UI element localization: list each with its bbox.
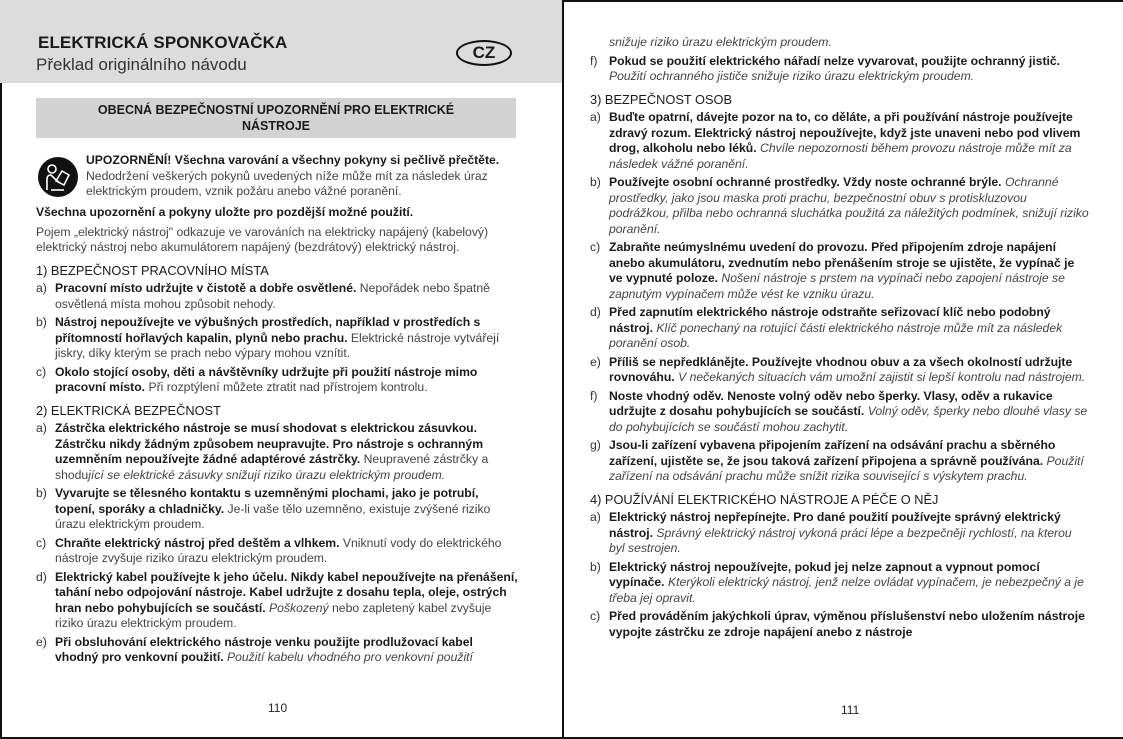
left-page-content — [36, 153, 518, 666]
right-page-content — [590, 35, 1090, 640]
right-page — [562, 0, 1123, 739]
power-tool-definition: Pojem „elektrický nástroj" odkazuje ve varováních na elektricky napájený (kabelový) elektrický nástroj nebo akumulátorem napájený (bezdrátový) elektrický nástroj. — [36, 224, 489, 254]
list-item: g) Jsou-li zařízení vybavena připojením zařízení na odsávání prachu a sběrného zařízení, ujistěte se, že jsou taková zařízení připojena a správně používána. Použití zařízení na odsávání prachu může snížit rizika související s výskytem prachu. — [590, 438, 1084, 483]
list-item: c) Zabraňte neúmyslnému uvedení do provozu. Před připojením zdroje napájení anebo akumulátoru, zvednutím nebo přenášením stroje se ujistěte, že vypínač je ve vypnuté poloze. Nošení nástroje s prstem na vypínači nebo zapojení nástroje se zapnutým vypínačem může vést ke vzniku úrazu. — [590, 240, 1075, 301]
warning-text: Nedodržení veškerých pokynů uvedených níže může mít za následek úraz elektrickým proudem, vznik požáru anebo vážné poranění. — [86, 168, 488, 198]
list-item: b) Vyvarujte se tělesného kontaktu s uzemněnými plochami, jako je potrubí, topení, sporáky a chladničky. Je-li vaše tělo uzemněno, existuje zvýšené riziko úrazu elektrickým proudem. — [36, 486, 491, 531]
warning-bold: UPOZORNĚNÍ! Všechna varování a všechny pokyny si pečlivě přečtěte. — [86, 153, 500, 167]
list-item: b) Nástroj nepoužívejte ve výbušných prostředích, například v prostředích s přítomností hořlavých kapalin, plynů nebo prachu. Elektrické nástroje vytvářejí jiskry, díky kterým se prach nebo výpary mohou vznítit. — [36, 315, 500, 360]
list-item: d) Před zapnutím elektrického nástroje odstraňte seřizovací klíč nebo podobný nástroj. Klíč ponechaný na rotující části elektrického nástroje může mít za následek poranění osob. — [590, 305, 1063, 350]
list-item: b) Používejte osobní ochranné prostředky. Vždy noste ochranné brýle. Ochranné prostředky, jako jsou maska proti prachu, bezpečnostní obuv s protiskluzovou podrážkou, přilba nebo ochranná sluchátka použitá za náležitých podmínek, snižují riziko poranění. — [590, 175, 1089, 236]
list-item: c) Před prováděním jakýchkoli úprav, výměnou příslušenství nebo uložením nástroje vypojte zástrčku ze zdroje napájení anebo z nástroje — [590, 609, 1085, 639]
document-title: ELEKTRICKÁ SPONKOVAČKA — [38, 33, 288, 52]
language-badge: CZ — [456, 40, 512, 66]
read-manual-icon — [38, 157, 78, 197]
section-banner: OBECNÁ BEZPEČNOSTNÍ UPOZORNĚNÍ PRO ELEKTRICKÉ NÁSTROJE — [36, 98, 516, 138]
keep-instructions-notice: Všechna upozornění a pokyny uložte pro pozdější možné použití. — [36, 205, 414, 219]
section-4-heading: 4) POUŽÍVÁNÍ ELEKTRICKÉHO NÁSTROJE A PÉČE O NĚJ — [590, 491, 939, 507]
list-item: d) Elektrický kabel používejte k jeho účelu. Nikdy kabel nepoužívejte na přenášení, tahání nebo odpojování nástroje. Kabel udržujte z dosahu tepla, oleje, ostrých hran nebo pohybujících se součástí. Poškozený nebo zapletený kabel zvyšuje riziko úrazu elektrickým proudem. — [36, 569, 518, 630]
list-item: a) Buďte opatrní, dávejte pozor na to, co děláte, a při používání nástroje používejte zdravý rozum. Elektrický nástroj nepoužívejte, když jste unaveni nebo pod vlivem drog, alkoholu nebo léků. Chvíle nepozornosti během provozu nástroje může mít za následek vážné poranění. — [590, 110, 1081, 171]
list-item: a) Zástrčka elektrického nástroje se musí shodovat s elektrickou zásuvkou. Zástrčku nikdy žádným způsobem neupravujte. Pro nástroje s ochranným uzemněním nepoužívejte žádné adaptérové zástrčky. Neupravené zástrčky a shodující se elektrické zásuvky snižují riziko úrazu elektrickým proudem. — [36, 421, 489, 482]
list-item: b) Elektrický nástroj nepoužívejte, pokud jej nelze zapnout a vypnout pomocí vypínače. Kterýkoli elektrický nástroj, jenž nelze ovládat vypínačem, je nebezpečný a je třeba jej opravit. — [590, 559, 1084, 605]
section-2-heading: 2) ELEKTRICKÁ BEZPEČNOST — [36, 402, 221, 418]
section-1-heading: 1) BEZPEČNOST PRACOVNÍHO MÍSTA — [36, 262, 269, 278]
page-number: 110 — [268, 701, 288, 715]
list-item: a) Elektrický nástroj nepřepínejte. Pro dané použití používejte správný elektrický nástroj. Správný elektrický nástroj vykoná práci lépe a bezpečněji rychlostí, na kterou byl sestrojen. — [590, 510, 1072, 555]
list-item: f) Noste vhodný oděv. Nenoste volný oděv nebo šperky. Vlasy, oděv a rukavice udržujte z dosahu pohybujících se součástí. Volný oděv, šperky nebo dlouhé vlasy se do pohybujících se součástí mohou zachytit. — [590, 388, 1088, 434]
document-subtitle: Překlad originálního návodu — [36, 55, 247, 74]
list-item: c) Chraňte elektrický nástroj před deštěm a vlhkem. Vniknutí vody do elektrického nástroje zvyšuje riziko úrazu elektrickým proudem. — [36, 535, 502, 565]
list-item: f) Pokud se použití elektrického nářadí nelze vyvarovat, použijte ochranný jistič. Použití ochranného jističe snižuje riziko úrazu elektrickým proudem. — [590, 53, 1061, 83]
section-3-heading: 3) BEZPEČNOST OSOB — [590, 91, 732, 107]
list-item: c) Okolo stojící osoby, děti a návštěvníky udržujte při použití nástroje mimo pracovní místo. Při rozptýlení můžete ztratit nad přístrojem kontrolu. — [36, 364, 478, 394]
list-item: e) Příliš se nepředklánějte. Používejte vhodnou obuv a za všech okolností udržujte rovnováhu. V nečekaných situacích vám umožní zajistit si lepší kontrolu nad nástrojem. — [590, 354, 1086, 384]
list-item: a) Pracovní místo udržujte v čistotě a dobře osvětlené. Nepořádek nebo špatně osvětlená místa mohou způsobit nehody. — [36, 281, 490, 311]
continued-text: snižuje riziko úrazu elektrickým proudem. — [609, 35, 832, 49]
page-number: 111 — [841, 703, 860, 717]
list-item: e) Při obsluhování elektrického nástroje venku použijte prodlužovací kabel vhodný pro venkovní použití. Použití kabelu vhodného pro venkovní použití — [36, 634, 473, 664]
warning-block — [36, 153, 518, 201]
